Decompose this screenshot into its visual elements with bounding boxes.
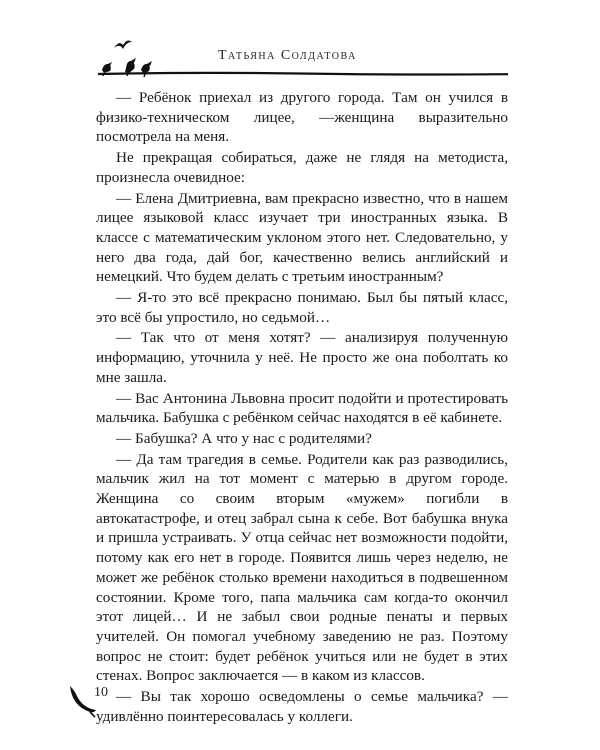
paragraph: — Елена Дмитриевна, вам прекрасно известно, что в нашем лицее языковой класс изучает три иностранных языка. В классе с математическим уклоном этого нет. Следовательно, у него два года, дай бог, качественно велись английский и немецкий. Что будем делать с третьим иностранным? [96,189,508,286]
page-header [0,0,600,90]
paragraph: — Я-то это всё прекрасно понимаю. Был бы пятый класс, это всё бы упростило, но седьмой… [96,289,508,326]
paragraph: — Вы так хорошо осведомлены о семье мальчика? — удивлённо поинтересовалась у коллеги. [96,688,508,725]
page-footer [60,672,260,722]
body-text [96,88,508,727]
paragraph: — Так что от меня хотят? — анализируя полученную информацию, уточнила у неё. Не просто же она поболтать ко мне зашла. [96,329,508,386]
paragraph: — Бабушка? А что у нас с родителями? [116,429,372,447]
paragraph: — Ребёнок приехал из другого города. Там он учился в физико-техническом лицее, —женщина выразительно посмотрела на меня. [96,89,508,146]
header-rule [98,70,508,78]
paragraph: — Да там трагедия в семье. Родители как раз разводились, мальчик жил на тот момент с матерью в другом городе. Женщина со своим вторым «мужем» погибли в автокатастрофе, и отец забрал сына к себе. Вот бабушка внука и пришла устраивать. У отца сейчас нет возможности подойти, потому как его нет в городе. Появится лишь через неделю, не может же ребёнок столько времени находиться в подвешенном состоянии. Кроме того, папа мальчика сам когда-то окончил этот лицей… И не забыл свои родные пенаты и первых учителей. Он помогал учебному заведению не раз. Поэтому вопрос не стоит: будет ребёнок учиться или не будет в этих стенах. Вопрос заключается — в каком из классов. [96,450,508,685]
page-number: 10 [94,685,108,700]
running-head: Татьяна Солдатова [218,48,357,63]
paragraph: Не прекращая собираться, даже не глядя на методиста, произнесла очевидное: [96,149,508,186]
paragraph: — Вас Антонина Львовна просит подойти и протестировать мальчика. Бабушка с ребёнком сейчас находятся в её кабинете. [96,389,508,427]
